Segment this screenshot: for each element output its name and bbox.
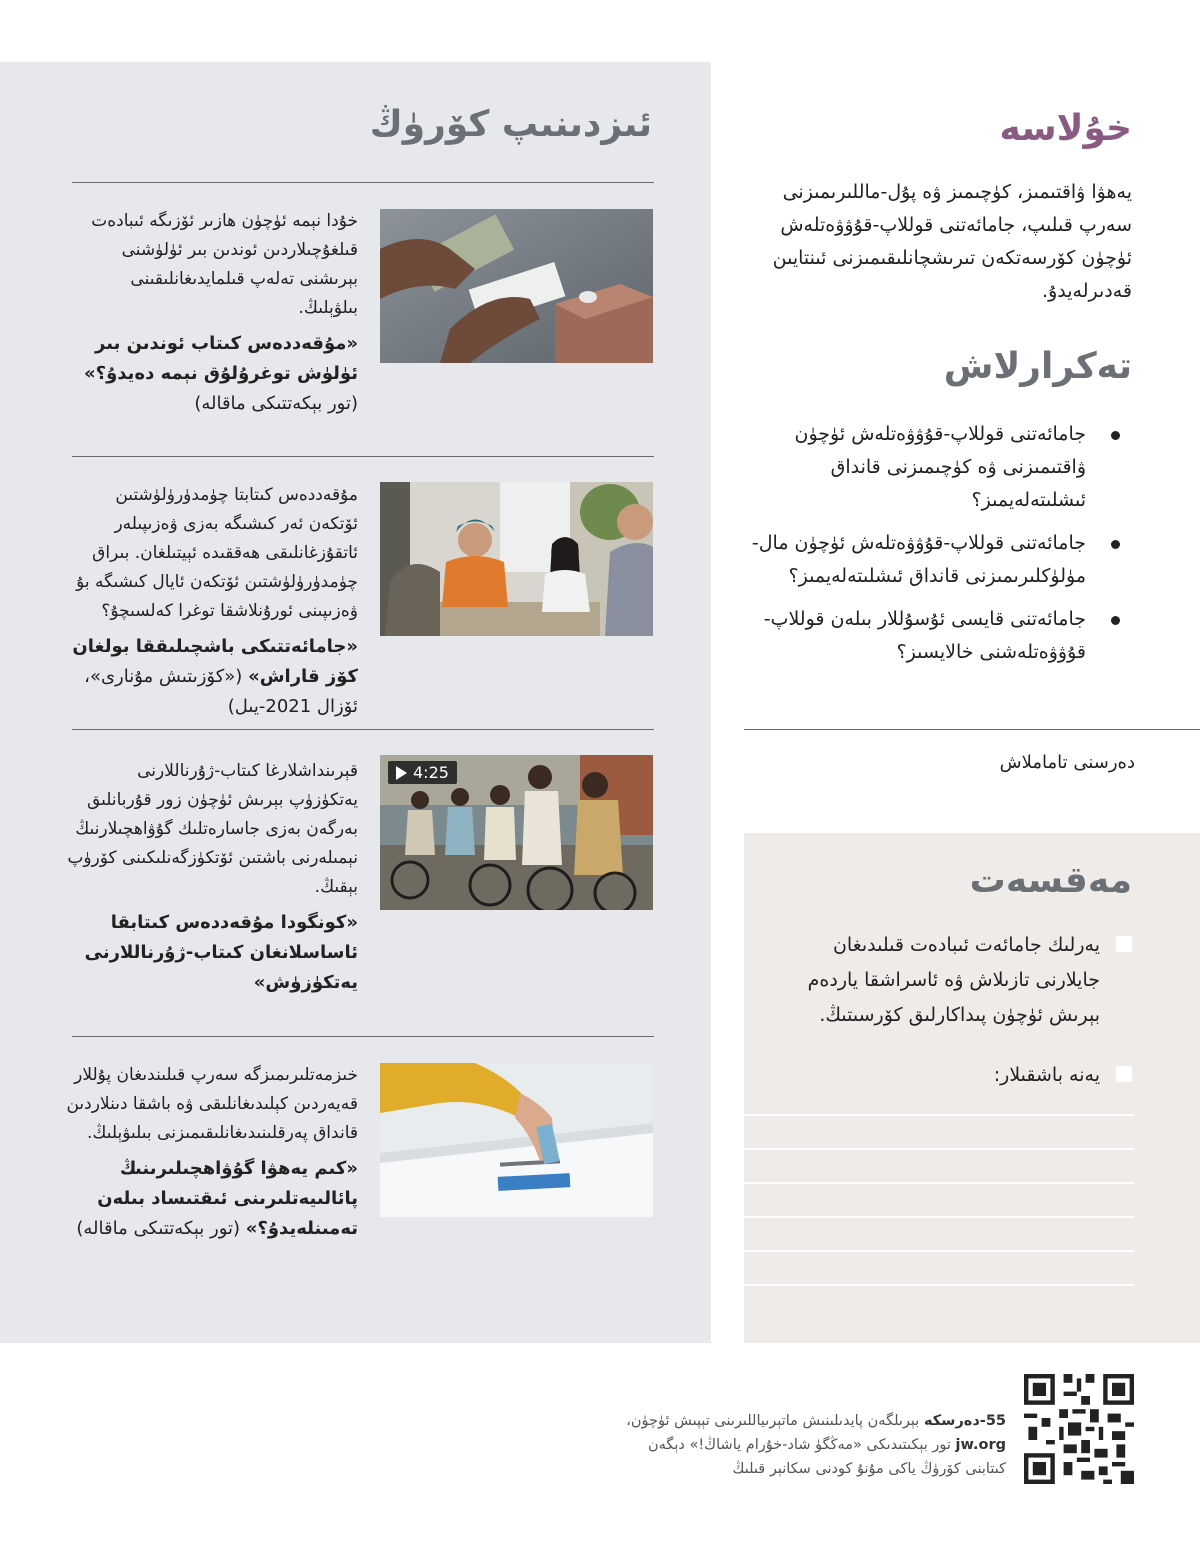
divider (72, 729, 654, 730)
explore-item-link[interactable]: «مۇقەددەس كىتاب ئوندىن بىر ئۈلۈش توغرۇلۇق نېمە دەيدۇ؟» (84, 333, 358, 384)
explore-item-link[interactable]: «جامائەتتىكى باشچىلىققا بولغان كۆز قاراش» (72, 636, 358, 687)
divider (72, 182, 654, 183)
video-duration: 4:25 (413, 763, 449, 782)
footer-lesson-label: 55-دەرسكە (923, 1413, 1006, 1429)
explore-item-ref[interactable] (66, 329, 358, 419)
explore-item-desc: مۇقەددەس كىتابتا چۈمدۈرۈلۈشتىن ئۆتكەن ئەر كىشىگە بەزى ۋەزىپىلەر ئاتقۇزغانلىقى ھەققىدە ئېيتىلغان. بىراق چۈمدۈرۈلۈشتىن ئۆتكەن ئايال كىشىگە بۇ ۋەزىپىنى ئورۇنلاشقا توغرا كەلسىچۇ؟ (76, 485, 358, 621)
write-line[interactable] (744, 1148, 1134, 1150)
goal-item-1 (770, 928, 1100, 1033)
footer-line-3: كىتابنى كۆرۈڭ ياكى مۇنۇ كودنى سكانېر قىلىڭ (732, 1461, 1006, 1477)
write-line[interactable] (744, 1250, 1134, 1252)
footer-note (536, 1409, 1006, 1481)
women-discussion-image (380, 482, 653, 636)
explore-item-1 (66, 207, 358, 419)
explore-item-3 (66, 757, 358, 998)
explore-item-desc: خۇدا نېمە ئۈچۈن ھازىر ئۆزىگە ئىبادەت قىلغۇچىلاردىن ئوندىن بىر ئۈلۈشنى بېرىشنى تەلەپ قىلمايدىغانلىقىنى بىلۋېلىڭ. (91, 211, 358, 318)
summary-title: خۇلاسە (999, 108, 1132, 149)
explore-item-source: («كۆزىتىش مۇنارى»، ئۆزال 2021-يىل) (84, 666, 358, 717)
goal-checkbox[interactable] (1116, 936, 1132, 952)
summary-text: يەھۋا ۋاقتىمىز، كۈچىمىز ۋە پۇل-ماللىرىمىزنى سەرپ قىلىپ، جامائەتنى قوللاپ-قۇۋۋەتلەش ئۈچۈن كۆرسەتكەن تىرىشچانلىقىمىزنى ئىنتايىن قەدىرلەيدۇ. (772, 181, 1132, 302)
explore-item-desc: قېرىنداشلارغا كىتاب-ژۇرناللارنى يەتكۈزۈپ بېرىش ئۈچۈن زور قۇربانلىق بەرگەن بەزى جاسارەتلىك گۇۋاھچىلارنىڭ نېمىلەرنى باشتىن ئۆتكۈزگەنلىكىنى كۆرۈپ بېقىڭ. (67, 761, 358, 897)
explore-item-source: (تور بېكەتتىكى ماقالە) (194, 393, 358, 414)
explore-item-desc: خىزمەتلىرىمىزگە سەرپ قىلىندىغان پۇللار قەيەردىن كېلىدىغانلىقى ۋە باشقا دىنلاردىن قانداق پەرقلىنىدىغانلىقىمىزنى بىلىۋېلىڭ. (66, 1065, 358, 1143)
review-question: جامائەتنى قايسى ئۇسۇللار بىلەن قوللاپ-قۇۋۋەتلەشنى خالايسىز؟ (742, 603, 1132, 669)
goal-item-2 (770, 1058, 1100, 1093)
review-list (742, 418, 1132, 679)
review-question: جامائەتنى قوللاپ-قۇۋۋەتلەش ئۈچۈن ۋاقتىمىزنى ۋە كۈچىمىزنى قانداق ئىشلىتەلەيمىز؟ (742, 418, 1132, 517)
goal-checkbox[interactable] (1116, 1066, 1132, 1082)
explore-title: ئىزدىنىپ كۆرۈڭ (369, 104, 652, 145)
goal-title: مەقسەت (969, 860, 1132, 901)
explore-item-2 (66, 481, 358, 722)
divider (72, 1036, 654, 1037)
footer-line-2: تور بېكىتىدىكى «مەڭگۈ شاد-خۇرام ياشاڭ!» دېگەن (647, 1437, 951, 1453)
donation-box-image (380, 1063, 653, 1217)
explore-item-4 (66, 1061, 358, 1244)
video-thumbnail[interactable] (380, 755, 653, 910)
review-title: تەكرارلاش (943, 346, 1132, 387)
divider (744, 729, 1200, 730)
goal-item-text: يەنە باشقىلار: (993, 1064, 1100, 1086)
explore-item-ref[interactable] (66, 632, 358, 722)
video-duration-badge[interactable] (388, 761, 457, 784)
write-line[interactable] (744, 1182, 1134, 1184)
explore-item-ref[interactable] (66, 908, 358, 998)
qr-code-icon[interactable] (1024, 1374, 1134, 1484)
offering-envelope-image (380, 209, 653, 363)
divider (72, 456, 654, 457)
explore-item-ref[interactable] (66, 1154, 358, 1244)
explore-item-source: (تور بېكەتتىكى ماقالە) (76, 1218, 241, 1239)
write-line[interactable] (744, 1114, 1134, 1116)
review-question: جامائەتنى قوللاپ-قۇۋۋەتلەش ئۈچۈن مال-مۈلۈكلىرىمىزنى قانداق ئىشلىتەلەيمىز؟ (742, 527, 1132, 593)
footer-line-1: بېرىلگەن پايدىلىنىش ماتېرىياللىرىنى تېپىش ئۈچۈن، (626, 1413, 920, 1429)
write-line[interactable] (744, 1216, 1134, 1218)
play-icon[interactable] (396, 766, 407, 780)
write-line[interactable] (744, 1284, 1134, 1286)
footer-site-link[interactable]: jw.org (955, 1437, 1006, 1453)
explore-item-link[interactable]: «كونگودا مۇقەددەس كىتابقا ئاساسلانغان كىتاب-ژۇرناللارنى يەتكۈزۈش» (84, 912, 358, 993)
explore-item-link[interactable]: «كىم يەھۋا گۇۋاھچىلىرىنىڭ پائالىيەتلىرىنى ئىقتىساد بىلەن تەمىنلەيدۇ؟» (97, 1158, 358, 1239)
lesson-complete-label[interactable]: دەرسنى تاماملاش (999, 752, 1135, 773)
goal-item-text: يەرلىك جامائەت ئىبادەت قىلىدىغان جايلارنى تازىلاش ۋە ئاسراشقا ياردەم بېرىش ئۈچۈن پىداكارلىق كۆرسىتىڭ. (807, 934, 1100, 1026)
